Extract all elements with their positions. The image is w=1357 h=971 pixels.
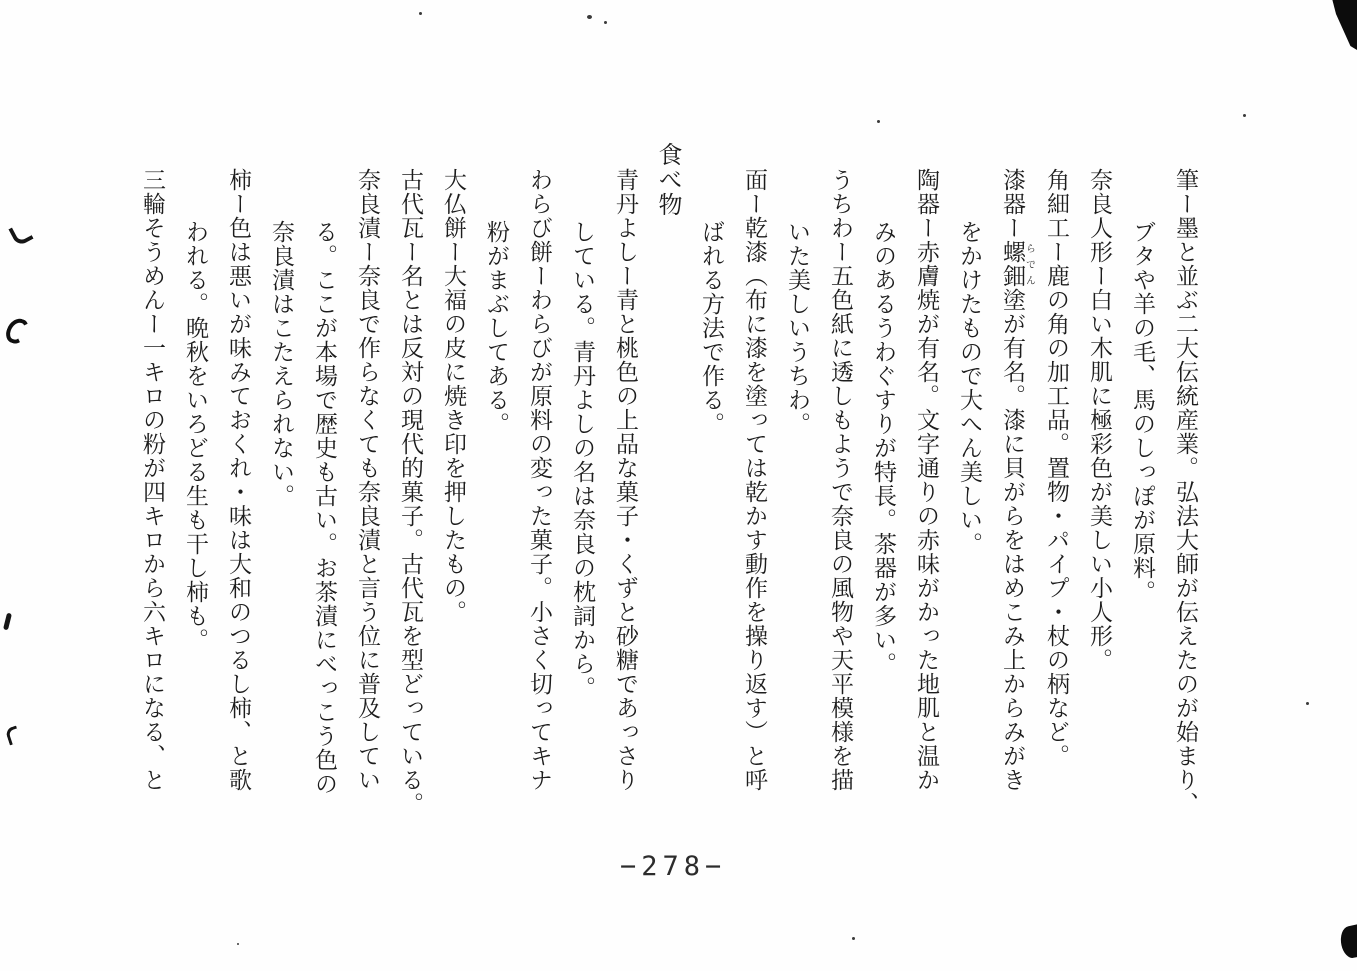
text-column: 面ー乾漆（布に漆を塗っては乾かす動作を操り返す）と呼	[741, 168, 767, 792]
ink-speck	[852, 937, 855, 940]
text-column: をかけたもので大へん美しい。	[956, 220, 982, 556]
ink-smudge	[8, 221, 33, 247]
ink-speck	[1306, 702, 1309, 705]
text-column: 奈良漬ー奈良で作らなくても奈良漬と言う位に普及してい	[354, 168, 380, 792]
document-body	[130, 142, 1206, 884]
ink-smudge	[3, 315, 31, 346]
text-segment: 塗が有名。漆に貝がらをはめこみ上からみがき	[999, 288, 1025, 792]
text-column: うちわー五色紙に透しもようで奈良の風物や天平模様を描	[827, 168, 853, 792]
ink-speck	[877, 120, 880, 123]
ink-speck	[587, 15, 592, 19]
furigana-label: らでん	[1023, 240, 1035, 288]
text-column: 奈良人形ー白い木肌に極彩色が美しい小人形。	[1086, 168, 1112, 672]
text-column: 青丹よしー青と桃色の上品な菓子・くずと砂糖であっさり	[612, 168, 638, 792]
text-column: ばれる方法で作る。	[698, 220, 724, 436]
ink-speck	[237, 943, 239, 945]
ink-speck	[1243, 114, 1246, 117]
text-column: わらび餅ーわらびが原料の変った菓子。小さく切ってキナ	[526, 168, 552, 792]
text-segment: 漆器ー	[999, 168, 1025, 240]
corner-ink-mark	[1338, 924, 1357, 959]
ink-smudge	[5, 726, 22, 746]
text-column: 角細工ー鹿の角の加工品。置物・パイプ・杖の柄など。	[1043, 168, 1069, 768]
ink-smudge	[3, 613, 12, 631]
section-heading-food: 食べ物	[654, 142, 682, 217]
text-column: る。ここが本場で歴史も古い。お茶漬にべっこう色の	[311, 220, 337, 796]
text-column: われる。晩秋をいろどる生も干し柿も。	[182, 220, 208, 652]
ink-speck	[419, 12, 422, 15]
text-column: 大仏餅ー大福の皮に焼き印を押したもの。	[440, 168, 466, 624]
text-column: している。青丹よしの名は奈良の枕詞から。	[569, 220, 595, 700]
text-column: みのあるうわぐすりが特長。茶器が多い。	[870, 220, 896, 676]
text-column: 奈良漬はこたえられない。	[268, 220, 294, 508]
text-column: いた美しいうちわ。	[784, 220, 810, 436]
text-column	[990, 142, 1034, 884]
text-column: 柿ー色は悪いが味みておくれ・味は大和のつるし柿、と歌	[225, 168, 251, 792]
text-column: 粉がまぶしてある。	[483, 220, 509, 436]
text-column: 古代瓦ー名とは反対の現代的菓子。古代瓦を型どっている。	[397, 168, 423, 816]
ruby-base: 螺鈿	[999, 240, 1025, 288]
ruby-raden	[999, 240, 1035, 288]
ink-speck	[604, 21, 607, 24]
text-column: 三輪そうめんー一キロの粉が四キロから六キロになる、と	[139, 168, 165, 792]
text-column: 陶器ー赤膚焼が有名。文字通りの赤味がかった地肌と温か	[913, 168, 939, 792]
page-number: −278−	[620, 851, 727, 882]
text-column: ブタや羊の毛、馬のしっぽが原料。	[1129, 220, 1155, 604]
corner-ink-mark	[1327, 0, 1357, 50]
text-column: 筆ー墨と並ぶ二大伝統産業。弘法大師が伝えたのが始まり、	[1172, 168, 1198, 816]
